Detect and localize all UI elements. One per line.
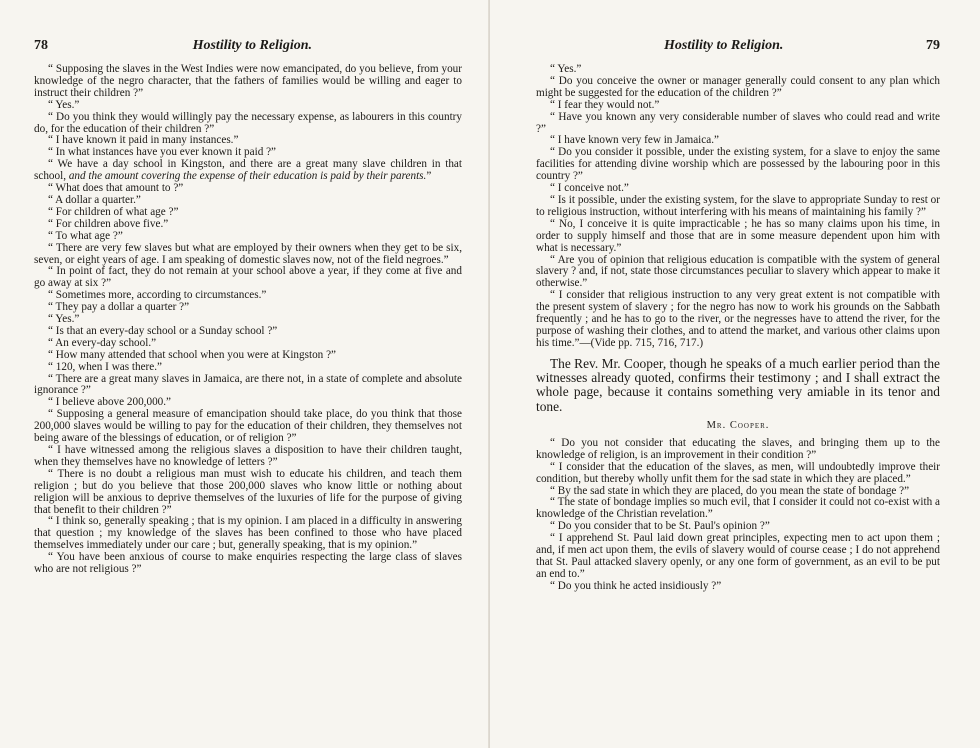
paragraph-text: “ Yes.” xyxy=(48,313,80,326)
paragraph xyxy=(536,581,940,593)
paragraph xyxy=(536,533,940,581)
paragraph xyxy=(536,195,940,219)
paragraph-text: “ The state of bondage implies so much evil, that I consider it could not co-exist with a knowledge of the Christian revelation.” xyxy=(536,496,940,521)
paragraph xyxy=(536,147,940,183)
paragraph-text: “ I have known very few in Jamaica.” xyxy=(550,134,719,147)
paragraph-text: “ Do you think they would willingly pay the necessary expense, as labourers in this country do, for the education of their children ?” xyxy=(34,110,462,135)
paragraph-text: “ I consider that religious instruction to any very great extent is not compatible with the present system of slavery ; for the negro has now to work his grounds on the Sabbath frequently ; and he has to go to the river, or the negresses have to attend the river, for the purpose of washing their clothes, and to attend the market, and various other claims upon his time.”—(Vide pp. 715, 716, 717.) xyxy=(536,289,940,349)
paragraph xyxy=(34,374,462,398)
section-heading: Mr. Cooper. xyxy=(706,419,770,431)
paragraph-text: “ Have you known any very considerable number of slaves who could read and write ?” xyxy=(536,110,940,135)
paragraph-text: “ We have a day school in Kingston, and there are a great many slave children in that school, xyxy=(34,158,462,183)
cooper-introduction: The Rev. Mr. Cooper, though he speaks of a much earlier period than the witnesses already quoted, confirms their testimony ; and I shall extract the whole page, because it contains something very amiable in its tenor and tone. xyxy=(536,355,940,414)
right-running-title: Hostility to Religion. xyxy=(664,38,784,53)
paragraph-text: “ Supposing the slaves in the West Indies were now emancipated, do you believe, from your knowledge of the negro character, that the fathers of families would be willing and eager to instruct their children ?” xyxy=(34,63,462,99)
left-page-body xyxy=(34,64,462,576)
paragraph-text: “ What does that amount to ?” xyxy=(48,182,184,195)
paragraph-text: “ They pay a dollar a quarter ?” xyxy=(48,301,190,314)
paragraph-text: “ I have known it paid in many instances.” xyxy=(48,134,239,147)
paragraph xyxy=(536,462,940,486)
left-page-number: 78 xyxy=(34,38,48,53)
paragraph-text: “ Supposing a general measure of emancipation should take place, do you think that those 200,000 slaves would be willing to pay for the education of their children, they themselves not being aware of the blessings of education, or of religion ?” xyxy=(34,408,462,445)
paragraph xyxy=(536,76,940,100)
paragraph-text: “ Do you think he acted insidiously ?” xyxy=(550,579,722,592)
paragraph xyxy=(34,302,462,314)
paragraph xyxy=(536,112,940,136)
paragraph-text: “ I consider that the education of the slaves, as men, will undoubtedly improve their condition, but thereby wholly unfit them for the sad state in which they are placed.” xyxy=(536,460,940,485)
paragraph-text: “ I conceive not.” xyxy=(550,182,629,195)
paragraph-text: “ You have been anxious of course to make enquiries respecting the large class of slaves who are not religious ?” xyxy=(34,551,462,576)
paragraph-text: “ Sometimes more, according to circumstances.” xyxy=(48,289,267,302)
paragraph-text: “ Yes.” xyxy=(550,63,582,75)
paragraph-text: “ Do you not consider that educating the slaves, and bringing them up to the knowledge of religion, is an improvement in their condition ?” xyxy=(536,436,940,461)
paragraph xyxy=(34,445,462,469)
paragraph xyxy=(34,469,462,517)
paragraph-text: “ 120, when I was there.” xyxy=(48,360,163,373)
paragraph-text: “ For children of what age ?” xyxy=(48,205,179,218)
paragraph-text: “ I believe above 200,000.” xyxy=(48,396,172,409)
paragraph xyxy=(34,243,462,267)
left-running-title: Hostility to Religion. xyxy=(192,38,312,53)
paragraph xyxy=(34,112,462,136)
paragraph xyxy=(536,219,940,255)
paragraph xyxy=(536,497,940,521)
paragraph xyxy=(536,290,940,350)
paragraph-text: “ How many attended that school when you were at Kingston ?” xyxy=(48,348,336,361)
paragraph-emphasis: and the amount covering the expense of their education is paid by their parents. xyxy=(68,170,427,183)
paragraph-text: “ I have witnessed among the religious slaves a disposition to have their children taught, when they themselves have no knowledge of letters ?” xyxy=(34,444,462,468)
right-page-number: 79 xyxy=(926,38,940,53)
paragraph-text: “ I fear they would not.” xyxy=(550,98,660,111)
paragraph-text: “ I think so, generally speaking ; that is my opinion. I am placed in a difficulty in answering that question ; my knowledge of the slaves has been confined to those who have placed themselves immediately under our care ; but, generally speaking, that is my opinion.” xyxy=(34,515,462,552)
paragraph xyxy=(536,255,940,291)
right-page-body-bottom xyxy=(536,438,940,593)
paragraph-text: “ An every-day school.” xyxy=(48,336,157,349)
right-page-header xyxy=(536,38,940,60)
paragraph-text: “ Are you of opinion that religious education is compatible with the system of general slavery ? and, if not, state those circumstances peculiar to slavery which appear to make it otherwise.” xyxy=(536,253,940,290)
right-page-body-top xyxy=(536,64,940,350)
paragraph-text: “ I apprehend St. Paul laid down great principles, expecting men to act upon them ; and, if men act upon them, the evils of slavery would of course cease ; I do not apprehend that St. Paul attacked slavery openly, or any one form of government, as an evil to be put an end to.” xyxy=(536,532,940,580)
paragraph xyxy=(34,64,462,100)
paragraph-text: “ In what instances have you ever known it paid ?” xyxy=(48,146,277,159)
paragraph-text: “ For children above five.” xyxy=(48,217,169,230)
paragraph-text: “ Do you consider that to be St. Paul's opinion ?” xyxy=(550,520,770,533)
paragraph-text: “ Yes.” xyxy=(48,98,80,111)
paragraph-text: “ Is it possible, under the existing system, for the slave to appropriate Sunday to rest or to religious instruction, without interfering with his means of maintaining his family ?” xyxy=(536,193,940,218)
paragraph xyxy=(34,552,462,576)
paragraph xyxy=(34,159,462,183)
paragraph-text: “ Is that an every-day school or a Sunday school ?” xyxy=(48,324,278,337)
paragraph-text: “ There are very few slaves but what are employed by their owners when they get to be six, seven, or eight years of age. I am speaking of domestic slaves now, not of the field negroes.” xyxy=(34,241,462,266)
paragraph-text: “ In point of fact, they do not remain at your school above a year, if they come at five and go away at six ?” xyxy=(34,265,462,290)
paragraph-closing: ” xyxy=(426,170,432,183)
paragraph xyxy=(34,516,462,552)
paragraph-text: “ Do you conceive the owner or manager generally could consent to any plan which might be suggested for the education of the children ?” xyxy=(536,74,940,99)
paragraph-text: “ A dollar a quarter.” xyxy=(48,193,141,206)
right-page xyxy=(490,0,980,748)
paragraph xyxy=(34,409,462,445)
paragraph xyxy=(34,266,462,290)
left-page-header xyxy=(34,38,462,60)
paragraph-text: “ By the sad state in which they are placed, do you mean the state of bondage ?” xyxy=(550,484,910,497)
paragraph-text: “ To what age ?” xyxy=(48,229,123,242)
paragraph-text: “ There are a great many slaves in Jamaica, are there not, in a state of complete and absolute ignorance ?” xyxy=(34,372,462,397)
paragraph-text: “ There is no doubt a religious man must wish to educate his children, and teach them religion ; but do you believe that those 200,000 slaves who know little or nothing about religion will be anxious to deprive themselves of the luxuries of life for the purpose of giving that benefit to their children ?” xyxy=(34,467,462,516)
paragraph xyxy=(536,438,940,462)
paragraph-text: “ No, I conceive it is quite impracticable ; he has so many claims upon his time, in order to supply himself and those that are in some measure dependent upon him with what is necessary.” xyxy=(536,217,940,254)
paragraph-text: “ Do you consider it possible, under the existing system, for a slave to enjoy the same facilities for attending divine worship which are possessed by the labouring poor in this country ?” xyxy=(536,146,940,183)
